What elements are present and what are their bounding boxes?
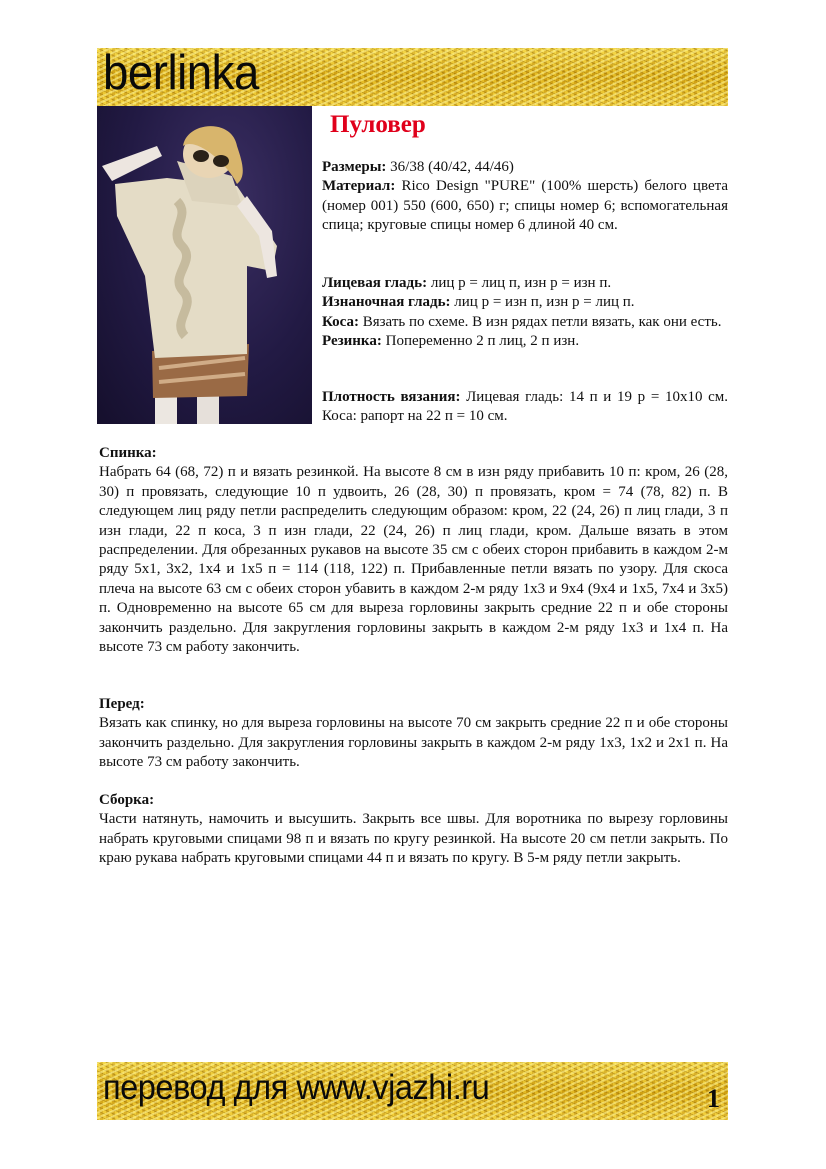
spec-sizes	[322, 158, 728, 177]
garment-photo	[97, 106, 312, 424]
reverse-label: Изнаночная гладь:	[322, 294, 451, 311]
model-illustration	[97, 106, 312, 424]
section-front-heading: Перед:	[99, 696, 145, 712]
spec-material	[322, 177, 728, 235]
header-banner	[97, 48, 728, 106]
spec-gauge	[322, 388, 728, 427]
sunglasses-left	[193, 150, 209, 162]
rib-value: Попеременно 2 п лиц, 2 п изн.	[381, 333, 580, 350]
sizes-label: Размеры:	[322, 159, 387, 175]
arm-left	[102, 146, 162, 181]
spec-cable	[322, 313, 728, 332]
stockinette-label: Лицевая гладь:	[322, 275, 428, 291]
gauge-label: Плотность вязания:	[322, 389, 461, 405]
section-back-text: Набрать 64 (68, 72) п и вязать резинкой. На высоте 8 см в изн ряду прибавить 10 п: кром, 26 (28, 30) п провязать, следующие 10 п удвоить, 26 (28, 30) п провязать, кром = 74 (78, 82) п. В следующем лиц ряду петли распределить следующим образом: кром, 22 (24, 26) п лиц глади, 3 п изн глади, 22 п коса, 3 п изн глади, 22 (24, 26) п лиц глади, кром. Дальше вязать в этом распределении. Для обрезанных рукавов на высоте 35 см с обеих сторон прибавить в каждом 2-м ряду 5х1, 3х2, 1х4 и 1х5 п = 114 (118, 122) п. Прибавленные петли вязать по узору. Для скоса плеча на высоте 63 см с обеих сторон убавить в каждом 2-м ряду 1х3 и 9х4 (9х4 и 1х5, 7х4 и 3х5) п. Одновременно на высоте 65 см для выреза горловины закрыть средние 22 п и обе стороны закончить раздельно. Для закругления горловины закрыть в каждом 2-м ряду 1х3 и 1х4 п. На высоте 73 см работу закончить.	[99, 464, 728, 656]
section-back	[99, 444, 728, 657]
spec-stockinette	[322, 274, 728, 293]
sizes-value: 36/38 (40/42, 44/46)	[386, 159, 514, 175]
rib-label: Резинка:	[322, 333, 382, 350]
spec-stitches	[322, 274, 728, 352]
section-assembly	[99, 791, 728, 869]
cable-label: Коса:	[322, 313, 359, 330]
pattern-title: Пуловер	[330, 111, 426, 138]
spec-materials	[322, 158, 728, 236]
stockinette-value: лиц р = лиц п, изн р = изн п.	[427, 275, 612, 291]
material-value: Rico Design "PURE" (100% шерсть) белого цвета (номер 001) 550 (600, 650) г; спицы номер 6; вспомогательная спица; круговые спицы номер 6 длиной 40 см.	[322, 178, 728, 234]
section-back-heading: Спинка:	[99, 445, 157, 461]
section-front-text: Вязать как спинку, но для выреза горловины на высоте 70 см закрыть средние 22 п и обе стороны закончить раздельно. Для закругления горловины закрыть в каждом 2-м ряду 1х3, 1х2 и 2х1 п. На высоте 73 см работу закончить.	[99, 715, 728, 771]
reverse-value: лиц р = изн п, изн р = лиц п.	[450, 294, 635, 311]
spec-reverse-stockinette	[322, 293, 728, 312]
spec-rib	[322, 332, 728, 351]
gauge-value: Лицевая гладь: 14 п и 19 р = 10х10 см. Коса: рапорт на 22 п = 10 см.	[322, 389, 729, 425]
cable-value: Вязать по схеме. В изн рядах петли вязать, как они есть.	[358, 313, 722, 330]
footer-credit: перевод для www.vjazhi.ru	[103, 1068, 490, 1107]
page-number: 1	[707, 1084, 720, 1113]
sunglasses-right	[213, 155, 229, 167]
brand-title: berlinka	[103, 48, 259, 100]
section-front	[99, 695, 728, 773]
section-assembly-heading: Сборка:	[99, 792, 155, 808]
material-label: Материал:	[322, 178, 396, 195]
section-assembly-text: Части натянуть, намочить и высушить. Закрыть все швы. Для воротника по вырезу горловины набрать круговыми спицами 98 п и вязать по кругу резинкой. На высоте 20 см петли закрыть. По краю рукава набрать круговыми спицами 44 п и вязать по кругу. В 5-м ряду петли закрыть.	[99, 811, 728, 867]
footer-banner	[97, 1062, 728, 1120]
